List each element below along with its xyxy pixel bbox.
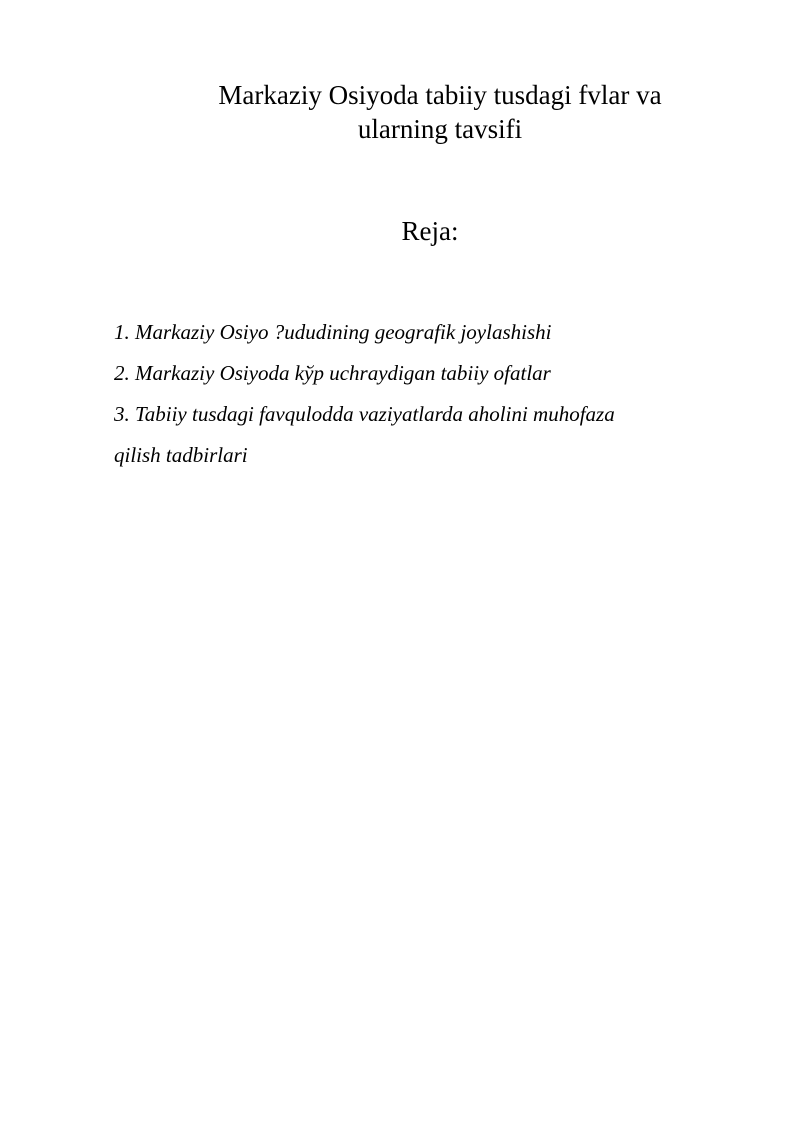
plan-item-3-line-1: 3. Tabiiy tusdagi favqulodda vaziyatlarda aholini muhofaza: [114, 402, 615, 426]
plan-item-2: [114, 353, 714, 394]
plan-item-3-line-2: qilish tadbirlari: [114, 443, 248, 467]
plan-item-1-line-1: 1. Markaziy Osiyo ?ududining geografik joylashishi: [114, 320, 552, 344]
plan-item-1: [114, 312, 714, 353]
plan-item-2-line-1: 2. Markaziy Osiyoda kўp uchraydigan tabiiy ofatlar: [114, 361, 551, 385]
document-title-line-1: Markaziy Osiyoda tabiiy tusdagi fvlar va: [218, 80, 662, 110]
plan-item-3: [114, 394, 714, 476]
plan-list: [114, 312, 714, 476]
document-title-line-2: ularning tavsifi: [357, 114, 523, 144]
document-title: [150, 78, 730, 146]
plan-heading: Reja:: [401, 216, 459, 246]
